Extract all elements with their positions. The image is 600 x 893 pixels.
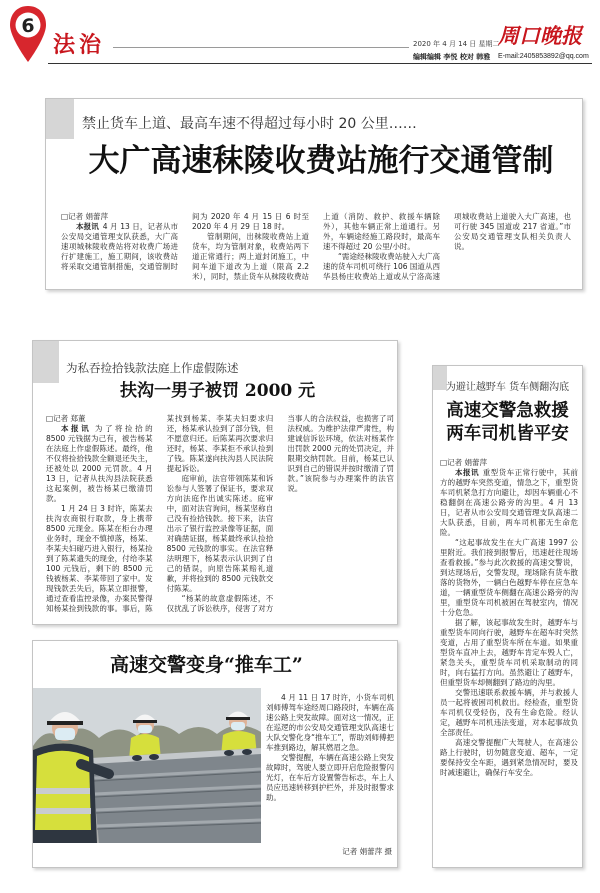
article-rollover: [432, 365, 583, 868]
article-body: [61, 212, 571, 284]
paragraph: 1 月 24 日 3 时许，陈某去扶沟农商银行取款，身上携带 8500 元现金。陈某在柜台办理业务时，现金不慎掉落，杨某、李某夫妇碰巧进入银行，杨某捡到了陈某遗失的现金，付给李某 100 元钱后，剩下的 8500 元钱被杨某、李某带回了家中。发现钱款丢失后，陈某立即报警，通过查看监控录像，办案民警得知杨某捡到钱款的事。事后，陈某找到杨某、李某夫妇要求归还，杨某承认捡到了部分钱，但不愿意归还。后陈某再次要求归还时，杨某、李某拒不承认捡到了钱。陈某遂向扶沟县人民法院提起诉讼。: [46, 414, 274, 613]
article-subtitle: 为私吞捡拾钱款法庭上作虚假陈述: [66, 361, 239, 375]
decorative-tab: [46, 99, 74, 139]
header-rule: [113, 47, 409, 48]
article-body: [46, 414, 394, 618]
officer-figure-middle: [129, 715, 161, 761]
article-headline: 高速交警变身“推车工”: [110, 654, 303, 676]
header-bottom-rule: [48, 63, 592, 64]
contact-email: E-mail:2405853892@qq.com: [498, 53, 589, 60]
article-push-car: [32, 640, 398, 868]
page-number-pin-icon: [8, 4, 48, 64]
paragraph: 管制期间，出秣陵收费站上道货车，均为管制对象，收费站两下道正常通行；两上道封闭施工，中间车道下道改为上道（限高 2.2 米），同时，禁止货车从秣陵收费站上道（消防、救护、救援车辆除外），其他车辆正常上道通行。另外，车辆途经施工路段时，最高车速不得超过 20 公里/小时。: [192, 212, 440, 281]
headline-line-1: 高速交警急救援: [446, 401, 569, 421]
article-fine: [32, 340, 398, 625]
headline-line-2: 两车司机皆平安: [446, 424, 569, 444]
paragraph: 4 月 11 日 17 时许，小货车司机刘师傅驾车途经周口路段时，车辆在高速公路上突发故障。面对这一情况，正在巡逻的市公安局交通管理支队高速七大队交警化身“推车工”，帮助刘师傅把车推到路边，解其燃眉之急。: [266, 693, 394, 752]
paragraph-text: 4 月 13 日，记者从市公安局交通管理支队获悉，大广高速项城秣陵收费站将对收费广场进行扩建施工，施工期间，该收费站将采取交通管制措施，交通管制时间为 2020 年 4 月 15 日 6 时至 2020 年 4 月 29 日 18 时。: [61, 212, 309, 271]
article-body: [266, 693, 394, 839]
paragraph: 高速交警提醒广大驾驶人，在高速公路上行驶时，切勿随意变道、超车，一定要保持安全车距，遇到紧急情况时，要及时减速避让，确保行车安全。: [440, 738, 578, 777]
paragraph: 交警提醒，车辆在高速公路上突发故障时，驾驶人要立即开启危险报警闪光灯，在车后方设置警告标志，车上人员应迅速转移到护栏外，并及时报警求助。: [266, 753, 394, 802]
paragraph: “杨某的故意虚假陈述，不仅扰乱了诉讼秩序，侵害了对方当事人的合法权益，也损害了司法权威。为维护法律严肃性，构建诚信诉讼环境，依法对杨某作出罚款 2000 元的处罚决定，并限期交纳罚款。目前，杨某已认识到自己的错误并按时缴清了罚款。”该院参与办理案件的法官说。: [166, 414, 394, 613]
dateline: 本报讯: [61, 424, 92, 433]
article-headline: [433, 400, 582, 446]
article-traffic-control: [45, 98, 583, 290]
article-subtitle: 为避让越野车 货车侧翻沟底: [445, 382, 570, 393]
truck-cargo-box: [91, 748, 261, 843]
paragraph-text: 重型货车正常行驶中，其前方的越野车突然变道，情急之下，重型货车司机紧急打方向避让，却因车辆重心不稳翻倒在高速公路旁的沟里。4 月 13 日，记者从市公安局交通管理支队高速二大队获悉，目前，两车司机都无生命危险。: [440, 468, 578, 537]
paragraph: 交警迅速联系救援车辆，并与救援人员一起将被困司机救出。经检查，重型货车司机仅受轻伤，没有生命危险。经认定，越野车司机违法变道，对本起事故负全部责任。: [440, 688, 578, 737]
paragraph: “这起事故发生在大广高速 1997 公里附近。我们接到报警后，迅速赶往现场查看救援。”参与此次救援的高速交警说，到达现场后，交警发现，现场除有货车散落的货物外，一辆白色越野车停在应急车道，一辆重型货车侧翻在高速公路旁的沟里，重型货车司机被困在驾驶室内，情况十分危急。: [440, 538, 578, 617]
article-subtitle: 禁止货车上道、最高车速不得超过每小时 20 公里……: [82, 116, 417, 132]
paragraph: [440, 468, 578, 538]
dateline: 本报讯: [76, 222, 99, 231]
paragraph: 据了解，该起事故发生时，越野车与重型货车同向行驶，越野车在超车时突然变道，占用了重型货车所在车道。如果重型货车直冲上去，越野车肯定车毁人亡，紧急关头，重型货车司机采取制动的同时，向右猛打方向。虽然避让了越野车，但重型货车却侧翻到了路边的沟里。: [440, 618, 578, 687]
byline: □记者 娟蕾萍: [61, 212, 108, 221]
article-body: [440, 458, 578, 858]
editor-credits: 编辑编辑 李悦 校对 韩雅: [413, 53, 491, 61]
article-headline: 扶沟一男子被罚 2000 元: [120, 381, 316, 401]
issue-date: 2020 年 4 月 14 日 星期二: [413, 40, 500, 48]
decorative-tab: [33, 341, 59, 383]
newspaper-logo: 周口晚报: [498, 23, 582, 48]
section-title: 法治: [53, 32, 106, 58]
article-headline: 大广高速秣陵收费站施行交通管制: [88, 143, 554, 179]
paragraph-text: 为了将捡拾的 8500 元钱据为己有，被告杨某在法庭上作虚假陈述。最终，他不仅将捡拾钱款全额退还失主，还被处以 2000 元罚款。4 月 13 日，记者从扶沟县法院获悉这起案例，被告杨某已缴清罚款。: [46, 424, 153, 503]
page-number: 6: [21, 15, 35, 37]
byline: □记者 郑董: [46, 414, 86, 423]
byline: □记者 娟蕾萍: [440, 458, 487, 467]
news-photo: [33, 688, 261, 843]
paragraph: “需途经秣陵收费站驶入大广高速的货车司机可绕行 106 国道从西华县杨庄收费站上道或从宁洛高速项城收费站上道驶入大广高速，也可行驶 345 国道或 217 省道。”市公安局交通管理支队相关负责人说。: [323, 212, 571, 281]
paragraph: [46, 424, 153, 504]
photo-credit: 记者 娟蕾萍 摄: [342, 847, 392, 856]
paragraph: 庭审前，法官带领陈某和诉讼参与人签署了保证书，要求双方向法庭作出诚实陈述。庭审中，面对法官询问，杨某坚称自己没有捡拾钱款。接下来，法官出示了银行监控录像等证据，面对确凿证据，杨某最终承认捡拾 8500 元钱款的事实。在法官释法明理下，杨某表示认识到了自己的错误，向原告陈某赔礼道歉，并将捡到的 8500 元钱款交付陈某。: [166, 474, 274, 593]
dateline: 本报讯: [455, 468, 479, 477]
